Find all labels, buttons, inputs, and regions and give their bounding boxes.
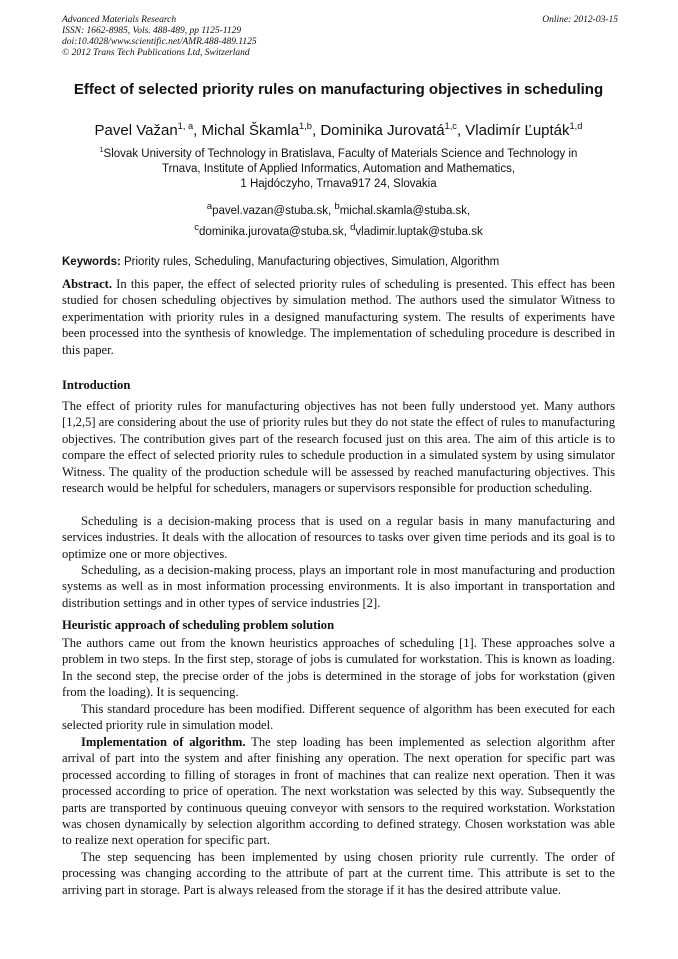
email-line: $^c$dominika.jurovata@stuba.sk, $^d$vladimir.luptak@stuba.sk xyxy=(194,222,483,238)
author-sup: 1, a xyxy=(177,121,194,131)
section-heading-heuristic: Heuristic approach of scheduling problem solution xyxy=(62,618,335,632)
author-name: Michal Škamla xyxy=(201,122,300,139)
email-sup: c xyxy=(194,222,200,233)
section-heading-introduction: Introduction xyxy=(62,378,131,392)
intro-paragraph: The effect of priority rules for manufacturing objectives has not been fully understood yet. Many authors [1,2,5] are considering about the use of priority rules but they do not state the effect of rules to manufacturing objectives. The contribution gives part of the research focused just on this area. The aim of this article is to compare the effect of selected priority rules to schedule production in a simulated system by using simulator Witness. The quality of the production schedule will be assessed by reached manufacturing objectives. This research would be helpful for schedulers, managers or supervisors responsible for production scheduling. xyxy=(62,399,615,496)
author-sup: 1,c xyxy=(444,121,457,131)
abstract-text: In this paper, the effect of selected priority rules of scheduling is presented. This effect has been studied for chosen scheduling objectives by simulation method. The authors used the simulator Witness to experimentation with priority rules in a designed manufacturing system. The results of experiments have been processed into the synthesis of knowledge. The implementation of scheduling procedure is described in this paper. xyxy=(62,277,615,357)
affiliation-line: Slovak University of Technology in Bratislava, Faculty of Materials Science and Technology in xyxy=(103,148,578,160)
heuristic-paragraph: This standard procedure has been modified. Different sequence of algorithm has been executed for each selected priority rule in simulation model. xyxy=(62,702,615,733)
keywords xyxy=(62,255,615,270)
email-line: $^a$pavel.vazan@stuba.sk, $^b$michal.skamla@stuba.sk, xyxy=(206,201,471,217)
email-sup: b xyxy=(334,201,340,212)
heuristic-paragraph: The step sequencing has been implemented by using chosen priority rule currently. The order of processing was changing according to the attribute of part at the current time. This attribute is set to the arriving part in storage. Part is always released from the storage if it has the desired attribute value. xyxy=(62,850,615,897)
affiliation-line: 1 Hajdóczyho, Trnava917 24, Slovakia xyxy=(240,178,437,190)
email-link[interactable]: michal.skamla@stuba.sk xyxy=(339,204,468,217)
author-sup: 1,d xyxy=(569,121,583,131)
abstract-label: Abstract. xyxy=(62,277,113,291)
abstract xyxy=(62,276,615,358)
copyright: © 2012 Trans Tech Publications Ltd, Switzerland xyxy=(62,48,250,58)
email-link[interactable]: dominika.jurovata@stuba.sk xyxy=(199,225,344,238)
subsection-label: Implementation of algorithm. xyxy=(81,735,246,749)
journal-name: Advanced Materials Research xyxy=(62,15,177,25)
author-name: Pavel Važan xyxy=(94,122,178,139)
intro-paragraph: Scheduling is a decision-making process that is used on a regular basis in many manufacturing and services industries. It deals with the allocation of resources to tasks over given time periods and its goal is to optimize one or more objectives. xyxy=(62,514,615,561)
intro-paragraph: Scheduling, as a decision-making process, plays an important role in most manufacturing and production systems as well as in most information processing environments. It is also important in transportation and distribution settings and in other types of service industries [2]. xyxy=(62,563,615,610)
email-sup: a xyxy=(206,201,213,212)
page-header xyxy=(62,15,618,59)
doi: doi:10.4028/www.scientific.net/AMR.488-489.1125 xyxy=(62,37,257,47)
affiliation-sup: 1 xyxy=(99,146,104,155)
keywords-text: Priority rules, Scheduling, Manufacturing objectives, Simulation, Algorithm xyxy=(124,256,500,268)
author-sup: 1,b xyxy=(299,121,312,131)
heuristic-paragraph: The authors came out from the known heuristics approaches of scheduling [1]. These approaches solve a problem in two steps. In the first step, storage of jobs is cumulated for workstation. This is known as loading. In the second step, the precise order of the jobs is determined in the storage of jobs for workstation (given from the loading). It is sequencing. xyxy=(62,636,615,700)
author-name: Dominika Jurovatá xyxy=(320,122,445,139)
email-link[interactable]: pavel.vazan@stuba.sk xyxy=(212,204,328,217)
affiliation xyxy=(62,147,615,192)
issn: ISSN: 1662-8985, Vols. 488-489, pp 1125-1129 xyxy=(62,26,242,36)
email-sup: d xyxy=(350,222,356,233)
online-date: Online: 2012-03-15 xyxy=(542,15,618,25)
subsection-text: The step loading has been implemented as selection algorithm after arrival of part into the system and after finishing any operation. The next operation for specific part was processed according to filling of storages in front of machines that can realize next operation. Then it was processed according to price of operation. The next workstation was selected by this way. Subsequently the parts are transported by continuous queuing conveyor with sensors to the required workstation. Workstation was chosen dynamically by selection algorithm according to defined strategy. Chosen workstation was able to realize next operation for specific part. xyxy=(62,735,615,848)
author-name: Vladimír Ľupták xyxy=(465,122,570,139)
keywords-label: Keywords: xyxy=(62,256,121,268)
email-link[interactable]: vladimir.luptak@stuba.sk xyxy=(355,225,483,238)
heuristic-paragraph xyxy=(62,734,615,849)
author-list: Pavel Važan$^{1, a}$, Michal Škamla$^{1,b}$, Dominika Jurovatá$^{1,c}$, Vladimír Ľupták$^{1,d}$ xyxy=(94,121,583,139)
affiliation-line: Trnava, Institute of Applied Informatics, Automation and Mathematics, xyxy=(161,163,516,175)
paper-title: Effect of selected priority rules on manufacturing objectives in scheduling xyxy=(73,81,604,98)
